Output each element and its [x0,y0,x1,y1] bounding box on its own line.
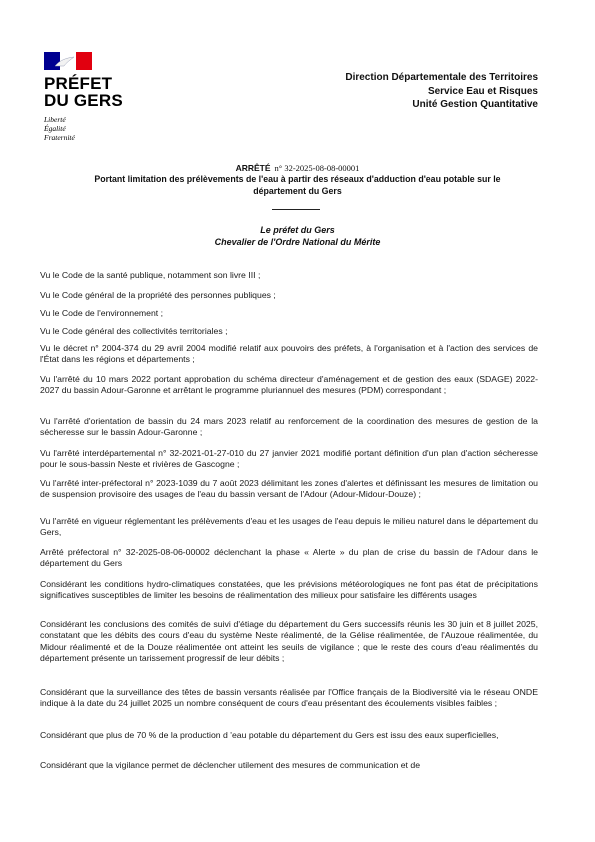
visa-paragraph: Vu le Code général des collectivités territoriales ; [40,326,228,336]
service-name: Service Eau et Risques [427,85,538,97]
visa-paragraph: Arrêté préfectoral n° 32-2025-08-06-00002 déclenchant la phase « Alerte » du plan de crise du bassin de l'Adour dans le département du Gers [40,547,538,569]
arrete-subject: Portant limitation des prélèvements de l'eau à partir des réseaux d'adduction d'eau potable sur le département du Gers [94,174,501,196]
prefet-title-line2: DU GERS [44,91,123,110]
visa-paragraph: Vu le Code de la santé publique, notamment son livre III ; [40,270,261,280]
visa-paragraph: Vu le décret n° 2004-374 du 29 avril 2004 modifié relatif aux pouvoirs des préfets, à l'organisation et à l'action des services de l'État dans les régions et départements ; [40,343,538,365]
visa-paragraph: Vu l'arrêté du 10 mars 2022 portant approbation du schéma directeur d'aménagement et de gestion des eaux (SDAGE) 2022-2027 du bassin Adour-Garonne et arrêtant le programme pluriannuel des mesures (PDM) correspondant ; [40,374,538,396]
visa-paragraph: Vu le Code de l'environnement ; [40,308,164,318]
motto-egalite: Égalité [44,124,66,133]
arrete-number: n° 32-2025-08-08-00001 [274,163,360,173]
prefet-title-line1: PRÉFET [44,74,113,93]
marianne-flag-icon [44,52,92,70]
visa-paragraph: Vu l'arrêté interdépartemental n° 32-2021-01-27-010 du 27 janvier 2021 modifié portant définition d'un plan d'action sécheresse pour le sous-bassin Neste et rivières de Gascogne ; [40,448,538,470]
considerant-paragraph: Considérant que plus de 70 % de la production d 'eau potable du département du Gers est issu des eaux superficielles, [40,730,499,740]
prefet-title [44,75,154,109]
visa-paragraph: Vu l'arrêté inter-préfectoral n° 2023-1039 du 7 août 2023 délimitant les zones d'alertes et définissant les mesures de limitation ou de suspension provisoire des usages de l'eau du bassin versant de l'Adour (Adour-Midour-Douze) ; [40,478,538,500]
motto-liberte: Liberté [44,115,66,124]
visa-paragraph: Vu l'arrêté d'orientation de bassin du 24 mars 2023 relatif au renforcement de la coordination des mesures de gestion de la sécheresse sur le bassin Adour-Garonne ; [40,416,538,438]
prefet-honor: Chevalier de l'Ordre National du Mérite [214,237,381,247]
motto-fraternite: Fraternité [44,133,75,142]
republic-motto [44,115,154,142]
title-divider [272,209,320,210]
prefet-name: Le préfet du Gers [260,225,335,235]
considerant-paragraph: Considérant que la surveillance des têtes de bassin versants réalisée par l'Office français de la Biodiversité via le réseau ONDE indique à la date du 24 juillet 2025 un nombre conséquent de cours d'eau présentant des écoulements visibles faibles ; [40,687,538,709]
service-direction: Direction Départementale des Territoires [345,72,538,83]
considerant-paragraph: Considérant les conditions hydro-climatiques constatées, que les prévisions météorologiques ne font pas état de précipitations significatives susceptibles de limiter les besoins de réalimentation des milieux pour satisfaire les différents usages [40,579,538,601]
arrete-keyword: ARRÊTÉ [235,163,271,173]
visa-paragraph: Vu le Code général de la propriété des personnes publiques ; [40,290,276,300]
visa-paragraph: Vu l'arrêté en vigueur réglementant les prélèvements d'eau et les usages de l'eau depuis le milieu naturel dans le département du Gers, [40,516,538,538]
prefet-logo [44,52,154,142]
service-header [345,71,538,112]
service-unit: Unité Gestion Quantitative [412,99,538,110]
prefet-signatory [0,224,595,248]
considerant-paragraph: Considérant que la vigilance permet de déclencher utilement des mesures de communication et de [40,760,421,770]
considerant-paragraph: Considérant les conclusions des comités de suivi d'étiage du département du Gers successifs réunis les 30 juin et 8 juillet 2025, constatant que les débits des cours d'eau du système Neste réalimenté, de la Gélise réalimentée, de l'Auzoue réalimentée, du Midour réalimenté et de la Douze réalimentée ont atteint les seuils de vigilance ; que le reste des cours d'eau réalimentés du département présente un tarissement progressif de leur débits ; [40,619,538,663]
arrete-heading [0,163,595,173]
